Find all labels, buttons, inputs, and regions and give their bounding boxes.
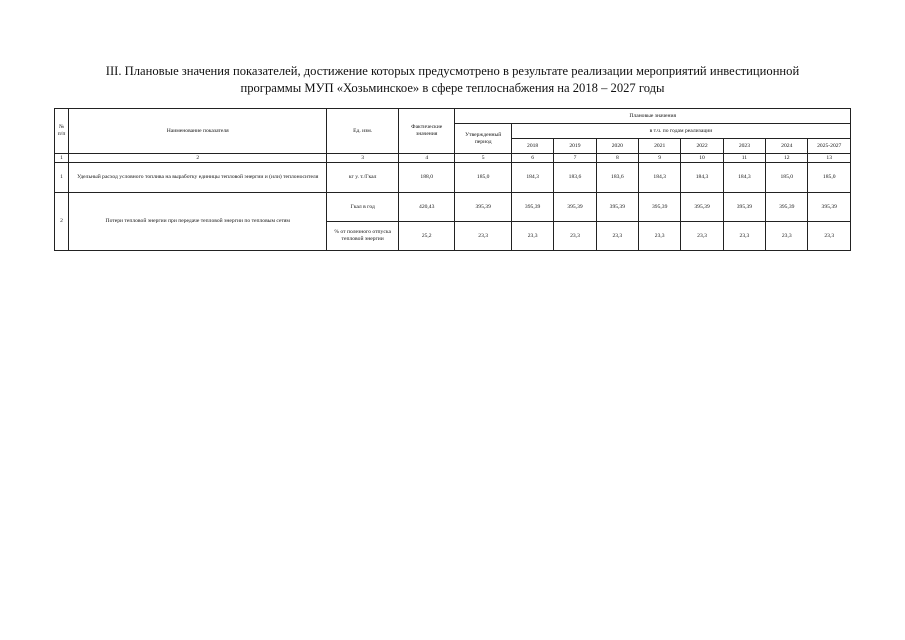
header-year: 2020 [596,139,638,154]
column-number: 4 [398,154,454,163]
column-number: 12 [766,154,808,163]
year-value: 185,0 [808,163,851,193]
actual-value: 420,43 [398,193,454,222]
approved-value: 23,3 [455,222,511,251]
year-value: 395,39 [639,193,681,222]
header-year: 2023 [723,139,765,154]
header-year: 2022 [681,139,723,154]
column-number: 5 [455,154,511,163]
indicator-name: Потери тепловой энергии при передаче тепловой энергии по тепловым сетям [69,193,327,251]
column-number: 3 [327,154,399,163]
unit-cell: % от полезного отпуска тепловой энергии [327,222,399,251]
column-number: 9 [639,154,681,163]
indicators-table [54,108,851,251]
year-value: 395,39 [766,193,808,222]
year-value: 184,3 [511,163,553,193]
header-year: 2018 [511,139,553,154]
year-value: 395,39 [596,193,638,222]
header-planned: Плановые значения [455,109,851,124]
year-value: 23,3 [596,222,638,251]
row-number: 2 [55,193,69,251]
actual-value: 188,0 [398,163,454,193]
year-value: 395,39 [723,193,765,222]
year-value: 395,39 [511,193,553,222]
table-row [55,163,851,193]
row-number: 1 [55,163,69,193]
year-value: 185,0 [766,163,808,193]
approved-value: 395,39 [455,193,511,222]
title-line-1: III. Плановые значения показателей, достижение которых предусмотрено в результате реализации мероприятий инвестиционной [105,64,800,78]
header-num: № п/п [55,109,69,154]
header-by-year: в т.ч. по годам реализации [511,124,850,139]
year-value: 23,3 [723,222,765,251]
header-actual: Фактические значения [398,109,454,154]
year-value: 23,3 [554,222,596,251]
header-year: 2025-2027 [808,139,851,154]
header-year: 2024 [766,139,808,154]
year-value: 183,6 [554,163,596,193]
title-line-2: программы МУП «Хозьминское» в сфере теплоснабжения на 2018 – 2027 годы [240,81,665,95]
column-number: 1 [55,154,69,163]
year-value: 23,3 [766,222,808,251]
column-number: 13 [808,154,851,163]
column-number: 2 [69,154,327,163]
header-approved: Утвержденный период [455,124,511,154]
column-number: 8 [596,154,638,163]
unit-cell: кг у. т./Гкал [327,163,399,193]
column-number-row [55,154,851,163]
year-value: 395,39 [681,193,723,222]
year-value: 395,39 [554,193,596,222]
column-number: 7 [554,154,596,163]
table-row [55,193,851,222]
header-name: Наименование показателя [69,109,327,154]
year-value: 184,3 [639,163,681,193]
year-value: 23,3 [681,222,723,251]
year-value: 395,39 [808,193,851,222]
year-value: 23,3 [808,222,851,251]
year-value: 23,3 [639,222,681,251]
document-title [60,63,845,97]
header-year: 2021 [639,139,681,154]
column-number: 10 [681,154,723,163]
header-unit: Ед. изм. [327,109,399,154]
year-value: 184,3 [723,163,765,193]
year-value: 23,3 [511,222,553,251]
column-number: 11 [723,154,765,163]
indicator-name: Удельный расход условного топлива на выработку единицы тепловой энергии и (или) теплоносителя [69,163,327,193]
approved-value: 185,0 [455,163,511,193]
header-year: 2019 [554,139,596,154]
header-row [55,109,851,124]
column-number: 6 [511,154,553,163]
year-value: 183,6 [596,163,638,193]
unit-cell: Гкал в год [327,193,399,222]
actual-value: 25,2 [398,222,454,251]
year-value: 184,3 [681,163,723,193]
